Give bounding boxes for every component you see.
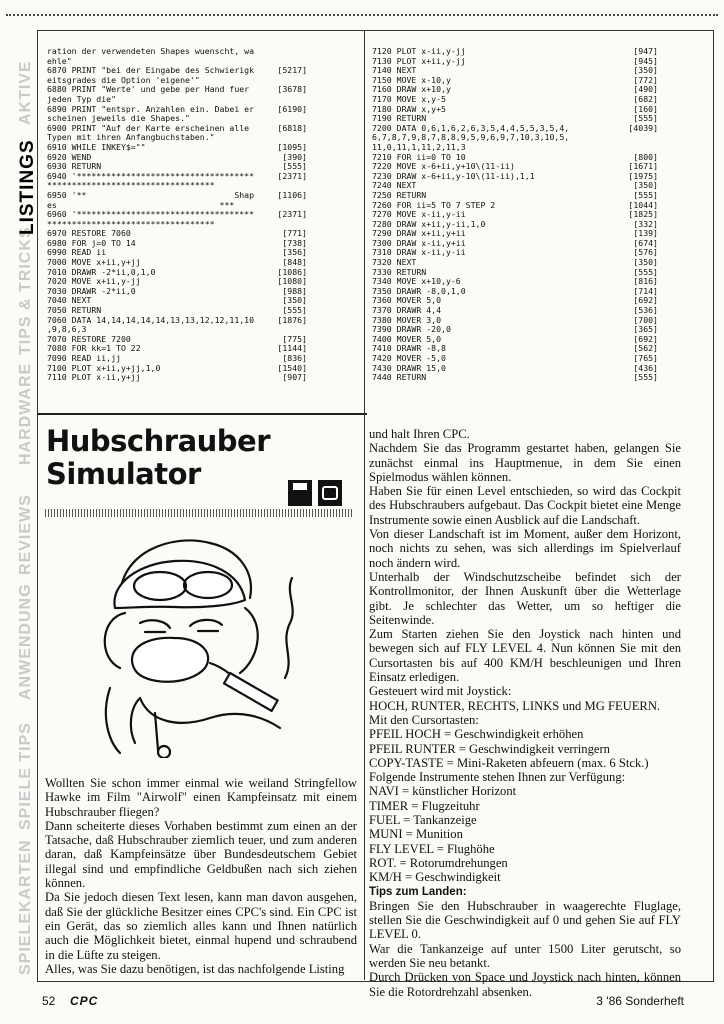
article-paragraph: Alles, was Sie dazu benötigen, ist das nachfolgende Listing xyxy=(45,961,345,976)
listing-checksum: [772] xyxy=(633,74,658,85)
listing-checksum: [6190] xyxy=(277,103,307,114)
sidebar-ghost-label: SPIELE TIPS xyxy=(17,722,34,830)
listing-right-column xyxy=(372,47,658,383)
article-paragraph: Folgende Instrumente stehen Ihnen zur Verfügung: xyxy=(369,770,626,785)
title-line: Simulator xyxy=(46,457,201,491)
listing-code: eitsgrades die Option 'eigene'" xyxy=(47,74,200,85)
listing-code: 7000 MOVE x+ii,y+jj xyxy=(47,257,141,268)
article-title xyxy=(46,425,270,491)
listing-checksum: [436] xyxy=(633,362,658,373)
listing-checksum: [555] xyxy=(633,189,658,200)
listing-separator xyxy=(37,413,367,415)
listing-checksum: [714] xyxy=(633,285,658,296)
listing-checksum: [1540] xyxy=(277,362,307,373)
listing-checksum: [365] xyxy=(633,324,658,335)
article-paragraph: War die Tankanzeige auf unter 1500 Liter gerutscht, so werden Sie neu betankt. xyxy=(369,941,681,970)
listing-checksum: [800] xyxy=(633,151,658,162)
sidebar-ghost-label: TIPS & TRICKS xyxy=(17,226,34,355)
article-paragraph: TIMER = Flugzeituhr xyxy=(369,798,480,813)
top-dotted-rule xyxy=(6,14,718,20)
listing-code: 6970 RESTORE 7060 xyxy=(47,228,131,239)
listing-checksum: [350] xyxy=(633,65,658,76)
listing-code: 7040 NEXT xyxy=(47,295,92,306)
listing-code: 7250 RETURN xyxy=(372,189,427,200)
listing-code: 6900 PRINT "Auf der Karte erscheinen alle xyxy=(47,122,250,133)
listing-code: 7210 FOR ii=0 TO 10 xyxy=(372,151,466,162)
floppy-disk-icon xyxy=(288,480,312,506)
listing-checksum: [4039] xyxy=(628,122,658,133)
listing-line xyxy=(47,373,307,383)
listing-code: 7020 MOVE x+ii,y-jj xyxy=(47,276,141,287)
listing-code: scheinen jeweils die Shapes." xyxy=(47,113,190,124)
listing-checksum: [555] xyxy=(633,266,658,277)
article-body-right xyxy=(369,427,681,999)
article-paragraph: PFEIL RUNTER = Geschwindigkeit verringern xyxy=(369,741,610,756)
listing-code: 7110 PLOT x-ii,y+jj xyxy=(47,372,141,383)
listing-code: ********************************** xyxy=(47,180,215,191)
article-paragraph: Wollten Sie schon immer einmal wie weiland Stringfellow Hawke im Film "Airwolf" einen Kampfeinsatz mit einem Hubschrauber fliegen? xyxy=(45,776,357,819)
listing-checksum: [5217] xyxy=(277,65,307,76)
article-paragraph: FLY LEVEL = Flughöhe xyxy=(369,841,495,856)
listing-code: 7060 DATA 14,14,14,14,14,13,13,12,12,11,10 xyxy=(47,314,255,325)
listing-code: 7230 DRAW x-6+ii,y-10\(11-ii),1,1 xyxy=(372,170,535,181)
sidebar-ghost-label: HARDWARE xyxy=(17,362,34,465)
listing-line xyxy=(47,47,307,57)
listing-checksum: [350] xyxy=(282,295,307,306)
listing-checksum: [332] xyxy=(633,218,658,229)
article-paragraph: Von dieser Landschaft ist im Moment, außer dem Horizont, noch nichts zu sehen, was sich allerdings im Spielverlauf noch ändern wird. xyxy=(369,527,681,570)
listing-code: 7200 DATA 0,6,1,6,2,6,3,5,4,4,5,5,3,5,4, xyxy=(372,122,570,133)
listing-checksum: [562] xyxy=(633,343,658,354)
article-paragraph: MUNI = Munition xyxy=(369,827,463,842)
listing-code: 6910 WHILE INKEY$="" xyxy=(47,141,146,152)
pilot-cartoon-illustration xyxy=(80,528,300,758)
listing-checksum: [692] xyxy=(633,295,658,306)
listing-code: 7380 MOVER 3,0 xyxy=(372,314,442,325)
listing-code: 11,0,11,1,11,2,11,3 xyxy=(372,141,466,152)
listing-code: 6940 '************************************ xyxy=(47,170,255,181)
listing-code: 7220 MOVE x-6+ii,y+10\(11-ii) xyxy=(372,161,515,172)
listing-code: 6920 WEND xyxy=(47,151,92,162)
listing-code: 7310 DRAW x-ii,y-ii xyxy=(372,247,466,258)
listing-checksum: [848] xyxy=(282,257,307,268)
listing-checksum: [2371] xyxy=(277,209,307,220)
listing-code: 7280 DRAW x+ii,y-ii,1,0 xyxy=(372,218,486,229)
listing-code: ehle" xyxy=(47,55,72,66)
sub-heading: Tips zum Landen: xyxy=(369,885,467,898)
listing-code: 7030 DRAWR -2*ii,0 xyxy=(47,285,136,296)
article-paragraph: PFEIL HOCH = Geschwindigkeit erhöhen xyxy=(369,727,584,742)
listing-checksum: [2371] xyxy=(277,170,307,181)
article-paragraph: Unterhalb der Windschutzscheibe befindet sich der Kontrollmonitor, der Ihnen Auskunft über die Wetterlage gibt. Je schlechter das Wetter, um so heftiger die Seitenwinde. xyxy=(369,569,681,627)
listing-code: 7130 PLOT x+ii,y-jj xyxy=(372,55,466,66)
listing-checksum: [1080] xyxy=(277,276,307,287)
listing-code: 6870 PRINT "bei der Eingabe des Schwierigk xyxy=(47,65,255,76)
article-paragraph: COPY-TASTE = Mini-Raketen abfeuern (max. 6 Stck.) xyxy=(369,755,649,770)
listing-code: ration der verwendeten Shapes wuenscht, wa xyxy=(47,46,255,56)
listing-code: 7440 RETURN xyxy=(372,372,427,383)
listing-code: 7410 DRAWR -8,8 xyxy=(372,343,446,354)
listing-checksum: [536] xyxy=(633,305,658,316)
article-paragraph: NAVI = künstlicher Horizont xyxy=(369,784,517,799)
listing-checksum: [139] xyxy=(633,228,658,239)
listing-code: 7080 FOR kk=1 TO 22 xyxy=(47,343,141,354)
listing-code: 7240 NEXT xyxy=(372,180,417,191)
listing-code: 7140 NEXT xyxy=(372,65,417,76)
listing-checksum: [700] xyxy=(633,314,658,325)
listing-checksum: [947] xyxy=(633,46,658,56)
listing-code: 7390 DRAWR -20,0 xyxy=(372,324,451,335)
sidebar-ghost-label: ANWENDUNG xyxy=(17,583,34,700)
article-body-left xyxy=(45,776,357,976)
listing-code: 7010 DRAWR -2*ii,0,1,0 xyxy=(47,266,156,277)
listing-checksum: [160] xyxy=(633,103,658,114)
listing-checksum: [1825] xyxy=(628,209,658,220)
listing-checksum: [356] xyxy=(282,247,307,258)
listing-checksum: [1144] xyxy=(277,343,307,354)
listing-code: 7070 RESTORE 7200 xyxy=(47,333,131,344)
listing-checksum: [555] xyxy=(282,305,307,316)
listing-checksum: [1106] xyxy=(277,189,307,200)
listing-code: 6960 '************************************ xyxy=(47,209,255,220)
listing-checksum: [682] xyxy=(633,93,658,104)
article-paragraph: Dann scheiterte dieses Vorhaben bestimmt zum einen an der Tatsache, daß Hubschrauber ziemlich teuer, und zum anderen daran, daß Kampfeinsätze über Bundesdeutschem Gebiet illegal sind und empfindliche Geldbußen nach sich ziehen können. xyxy=(45,818,357,891)
listing-checksum: [674] xyxy=(633,237,658,248)
listing-checksum: [576] xyxy=(633,247,658,258)
listing-code: 7320 NEXT xyxy=(372,257,417,268)
listing-code: 7150 MOVE x-10,y xyxy=(372,74,451,85)
listing-checksum: [907] xyxy=(282,372,307,383)
issue-label: 3 '86 Sonderheft xyxy=(596,994,684,1008)
article-paragraph: Durch Drücken von Space und Joystick nach hinten, können Sie die Rotordrehzahl absenken. xyxy=(369,970,681,999)
listing-code: 6,7,8,7,9,8,7,8,8,9,5,9,6,9,7,10,3,10,5, xyxy=(372,132,570,143)
article-paragraph: Mit den Cursortasten: xyxy=(369,712,479,727)
column-divider xyxy=(364,30,365,980)
article-paragraph: Da Sie jedoch diesen Text lesen, kann man davon ausgehen, daß Sie der glückliche Besitzer eines CPC's sind. Ein CPC ist ein Gerät, das so ziemlich alles kann und Ihnen natürlich auch die Möglichkeit bietet, einmal hupend und schraubend in die Lüfte zu steigen. xyxy=(45,890,357,962)
listing-code: ,9,8,6,3 xyxy=(47,324,87,335)
article-paragraph: FUEL = Tankanzeige xyxy=(369,813,477,828)
listing-code: 7420 MOVER -5,0 xyxy=(372,353,446,363)
sidebar-ghost-label: REVIEWS xyxy=(17,494,34,575)
listing-code: 7100 PLOT x+ii,y+jj,1,0 xyxy=(47,362,161,373)
listing-code: 6930 RETURN xyxy=(47,161,102,172)
article-paragraph: KM/H = Geschwindigkeit xyxy=(369,870,501,885)
listing-code: 7340 MOVE x+10,y-6 xyxy=(372,276,461,287)
listing-code: jeden Typ die" xyxy=(47,93,117,104)
sidebar-ghost-label: SPIELEKARTEN xyxy=(17,839,34,975)
page-number: 52 xyxy=(42,994,56,1008)
magazine-brand: CPC xyxy=(70,994,99,1008)
listing-checksum: [6818] xyxy=(277,122,307,133)
listing-checksum: [771] xyxy=(282,228,307,239)
listing-code: 6890 PRINT "entspr. Anzahlen ein. Dabei er xyxy=(47,103,255,114)
section-sidebar xyxy=(0,30,38,975)
listing-code: 7360 MOVER 5,0 xyxy=(372,295,442,306)
cassette-icon xyxy=(318,480,342,506)
listing-checksum: [1095] xyxy=(277,141,307,152)
media-icons xyxy=(288,480,348,511)
title-line: Hubschrauber xyxy=(46,424,271,458)
listing-checksum: [350] xyxy=(633,180,658,191)
listing-checksum: [988] xyxy=(282,285,307,296)
listing-checksum: [555] xyxy=(633,113,658,124)
listing-code: 6990 READ ii xyxy=(47,247,107,258)
listing-checksum: [1044] xyxy=(628,199,658,210)
listing-checksum: [490] xyxy=(633,84,658,95)
listing-code: 7400 MOVER 5,0 xyxy=(372,333,442,344)
listing-checksum: [1876] xyxy=(277,314,307,325)
listing-checksum: [350] xyxy=(633,257,658,268)
listing-left-column xyxy=(47,47,307,383)
article-paragraph: Haben Sie für einen Level entschieden, so wird das Cockpit des Hubschraubers aufgebaut. Das Cockpit bietet eine Menge Instrumente sowie einen Ausblick auf die Landschaft. xyxy=(369,484,681,527)
article-paragraph: Bringen Sie den Hubschrauber in waagerechte Fluglage, stellen Sie die Geschwindigkeit auf 0 und gehen Sie auf FLY LEVEL 0. xyxy=(369,898,681,942)
listing-code: 7290 DRAW x+ii,y+ii xyxy=(372,228,466,239)
listing-checksum: [775] xyxy=(282,333,307,344)
listing-code: 7330 RETURN xyxy=(372,266,427,277)
article-paragraph: Nachdem Sie das Programm gestartet haben, gelangen Sie zunächst einmal ins Hauptmenue, in dem Sie einen Spielmodus wählen können. xyxy=(369,441,681,484)
listing-checksum: [1975] xyxy=(628,170,658,181)
listing-checksum: [765] xyxy=(633,353,658,363)
listing-code: 6880 PRINT "Werte' und gebe per Hand fuer xyxy=(47,84,250,95)
listing-checksum: [1671] xyxy=(628,161,658,172)
listing-code: 7050 RETURN xyxy=(47,305,102,316)
listing-code: 7160 DRAW x+10,y xyxy=(372,84,451,95)
decorative-hatch-bar xyxy=(45,509,352,517)
listing-checksum: [555] xyxy=(633,372,658,383)
sidebar-active-label: LISTINGS xyxy=(17,139,38,235)
listing-checksum: [390] xyxy=(282,151,307,162)
listing-checksum: [836] xyxy=(282,353,307,363)
listing-code: 6950 '** Shap xyxy=(47,189,255,200)
listing-checksum: [738] xyxy=(282,237,307,248)
listing-code: 7170 MOVE x,y-5 xyxy=(372,93,446,104)
article-paragraph: und halt Ihren CPC. xyxy=(369,427,470,441)
listing-checksum: [692] xyxy=(633,333,658,344)
listing-code: 7300 DRAW x-ii,y+ii xyxy=(372,237,466,248)
listing-checksum: [3678] xyxy=(277,84,307,95)
listing-code: 6980 FOR j=0 TO 14 xyxy=(47,237,136,248)
listing-checksum: [1086] xyxy=(277,266,307,277)
listing-code: 7190 RETURN xyxy=(372,113,427,124)
listing-code: Typen mit ihren Anfangbuchstaben." xyxy=(47,132,215,143)
listing-code: 7180 DRAW x,y+5 xyxy=(372,103,446,114)
listing-line xyxy=(372,373,658,383)
listing-code: 7270 MOVE x-ii,y-ii xyxy=(372,209,466,220)
article-paragraph: Gesteuert wird mit Joystick: xyxy=(369,684,512,699)
listing-checksum: [555] xyxy=(282,161,307,172)
listing-code: 7120 PLOT x-ii,y-jj xyxy=(372,46,466,56)
listing-code: es *** xyxy=(47,199,235,210)
article-paragraph: Zum Starten ziehen Sie den Joystick nach hinten und bewegen sich auf FLY LEVEL 4. Nun können Sie mit den Cursortasten bis auf 400 KM/H beschleunigen und Ihren Einsatz erledigen. xyxy=(369,627,681,685)
listing-code: ********************************** xyxy=(47,218,215,229)
listing-checksum: [945] xyxy=(633,55,658,66)
article-paragraph: HOCH, RUNTER, RECHTS, LINKS und MG FEUERN. xyxy=(369,698,661,713)
listing-code: 7350 DRAWR -8,0,1,0 xyxy=(372,285,466,296)
sidebar-ghost-label: AKTIVE xyxy=(17,60,34,125)
article-paragraph: ROT. = Rotorumdrehungen xyxy=(369,855,508,870)
listing-checksum: [816] xyxy=(633,276,658,287)
listing-code: 7370 DRAWR 4,4 xyxy=(372,305,442,316)
listing-code: 7430 DRAWR 15,0 xyxy=(372,362,446,373)
listing-code: 7090 READ ii,jj xyxy=(47,353,121,363)
listing-code: 7260 FOR ii=5 TO 7 STEP 2 xyxy=(372,199,496,210)
